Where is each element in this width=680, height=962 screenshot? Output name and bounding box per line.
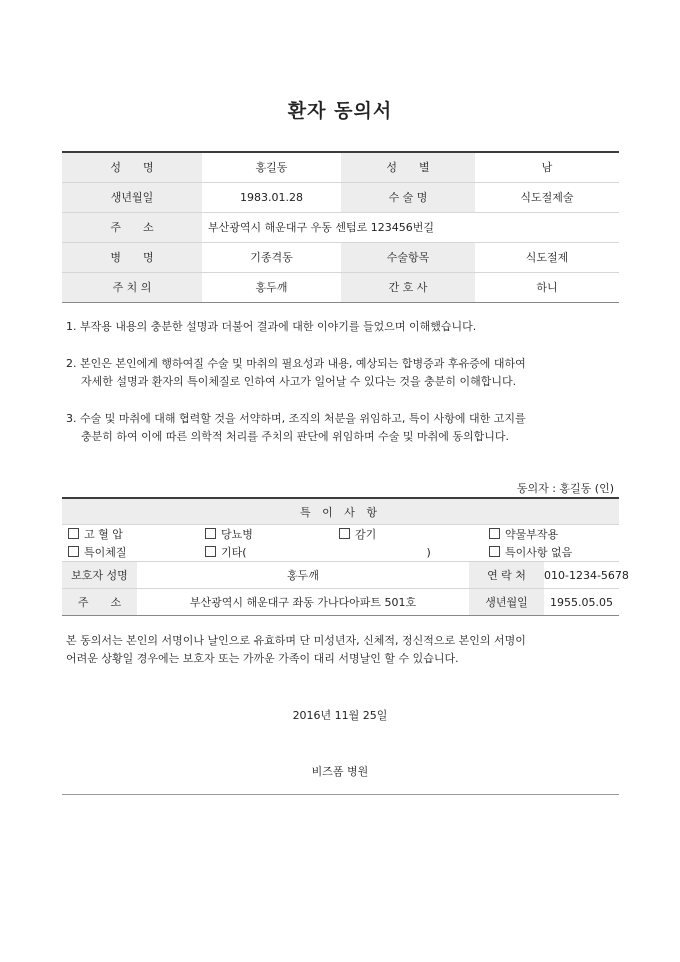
statement-2-line1: 2. 본인은 본인에게 행하여질 수술 및 마취의 필요성과 내용, 예상되는 합병증과 후유증에 대하여	[66, 357, 526, 370]
check-diabetes[interactable]	[205, 525, 339, 543]
special-header: 특 이 사 항	[62, 498, 619, 525]
statement-3-line1: 3. 수술 및 마취에 대해 협력할 것을 서약하며, 조직의 처분을 위임하고, 특이 사항에 대한 고지를	[66, 412, 526, 425]
check-other[interactable]	[205, 542, 489, 562]
nurse-name: 하니	[475, 272, 619, 302]
doctor-name: 홍두깨	[202, 272, 341, 302]
guardian-row-2	[62, 589, 619, 616]
checkbox-row-1	[62, 525, 619, 543]
nurse-label: 간 호 사	[341, 272, 475, 302]
check-other-label: 기타(	[221, 545, 247, 559]
checkbox-icon[interactable]	[489, 546, 500, 557]
guardian-address: 부산광역시 해운대구 좌동 가나다아파트 501호	[137, 589, 469, 616]
checkbox-row-2	[62, 542, 619, 562]
statement-3	[66, 410, 626, 446]
table-row	[62, 272, 619, 302]
patient-info-table	[62, 151, 619, 303]
guardian-dob: 1955.05.05	[544, 589, 619, 616]
guardian-row-1	[62, 562, 619, 589]
table-row	[62, 152, 619, 182]
footer-line2: 어려운 상황일 경우에는 보호자 또는 가까운 가족이 대리 서명날인 할 수 있습니다.	[66, 652, 459, 665]
surgery-label: 수 술 명	[341, 182, 475, 212]
guardian-name-label: 보호자 성명	[62, 562, 137, 589]
checkbox-icon[interactable]	[205, 546, 216, 557]
check-idiosyncrasy[interactable]	[62, 542, 205, 562]
patient-gender: 남	[475, 152, 619, 182]
checkbox-icon[interactable]	[205, 528, 216, 539]
statement-1-text: 1. 부작용 내용의 충분한 설명과 더불어 결과에 대한 이야기를 들었으며 이해했습니다.	[66, 320, 477, 333]
statement-1	[66, 318, 626, 336]
check-idiosyncrasy-label: 특이체질	[84, 545, 127, 559]
surgery-name: 식도절제술	[475, 182, 619, 212]
checkbox-icon[interactable]	[489, 528, 500, 539]
address-label: 주 소	[62, 212, 202, 242]
dob-label: 생년월일	[62, 182, 202, 212]
surgery-item: 식도절제	[475, 242, 619, 272]
check-cold-label: 감기	[355, 527, 377, 541]
patient-dob: 1983.01.28	[202, 182, 341, 212]
document-date: 2016년 11월 25일	[292, 709, 388, 722]
guardian-address-label: 주 소	[62, 589, 137, 616]
check-other-close: )	[426, 545, 431, 559]
guardian-dob-label: 생년월일	[469, 589, 544, 616]
checkbox-icon[interactable]	[339, 528, 350, 539]
bottom-divider	[62, 794, 619, 795]
check-none[interactable]	[489, 542, 619, 562]
disease-label: 병 명	[62, 242, 202, 272]
check-drug-side-effect[interactable]	[489, 525, 619, 543]
checkbox-icon[interactable]	[68, 546, 79, 557]
table-row	[62, 212, 619, 242]
doctor-label: 주 치 의	[62, 272, 202, 302]
surgery-item-label: 수술항목	[341, 242, 475, 272]
patient-address: 부산광역시 해운대구 우동 센텀로 123456번길	[202, 212, 619, 242]
name-label: 성 명	[62, 152, 202, 182]
document-title: 환자 동의서	[287, 100, 393, 122]
footer-note	[66, 632, 626, 668]
check-hypertension-label: 고 혈 압	[84, 527, 123, 541]
guardian-contact: 010-1234-5678	[544, 562, 619, 589]
hospital-name: 비즈폼 병원	[311, 765, 369, 778]
gender-label: 성 별	[341, 152, 475, 182]
table-row	[62, 182, 619, 212]
statement-2-line2: 자세한 설명과 환자의 특이체질로 인하여 사고가 일어날 수 있다는 것을 충분히 이해합니다.	[81, 375, 517, 388]
contact-label: 연 락 처	[469, 562, 544, 589]
disease-name: 기종격동	[202, 242, 341, 272]
guardian-name: 홍두깨	[137, 562, 469, 589]
check-drug-side-effect-label: 약물부작용	[505, 527, 559, 541]
statement-2	[66, 355, 626, 391]
footer-line1: 본 동의서는 본인의 서명이나 날인으로 유효하며 단 미성년자, 신체적, 정신적으로 본인의 서명이	[66, 634, 526, 647]
statement-3-line2: 충분히 하여 이에 따른 의학적 처리를 주치의 판단에 위임하며 수술 및 마취에 동의합니다.	[81, 430, 509, 443]
check-none-label: 특이사항 없음	[505, 545, 573, 559]
table-row	[62, 242, 619, 272]
consenter-signature: 동의자 : 홍길동 (인)	[516, 482, 614, 495]
check-cold[interactable]	[339, 525, 489, 543]
special-notes-table	[62, 497, 629, 616]
check-hypertension[interactable]	[62, 525, 205, 543]
special-header-row	[62, 498, 619, 525]
checkbox-icon[interactable]	[68, 528, 79, 539]
check-diabetes-label: 당뇨병	[221, 527, 253, 541]
patient-name: 홍길동	[202, 152, 341, 182]
